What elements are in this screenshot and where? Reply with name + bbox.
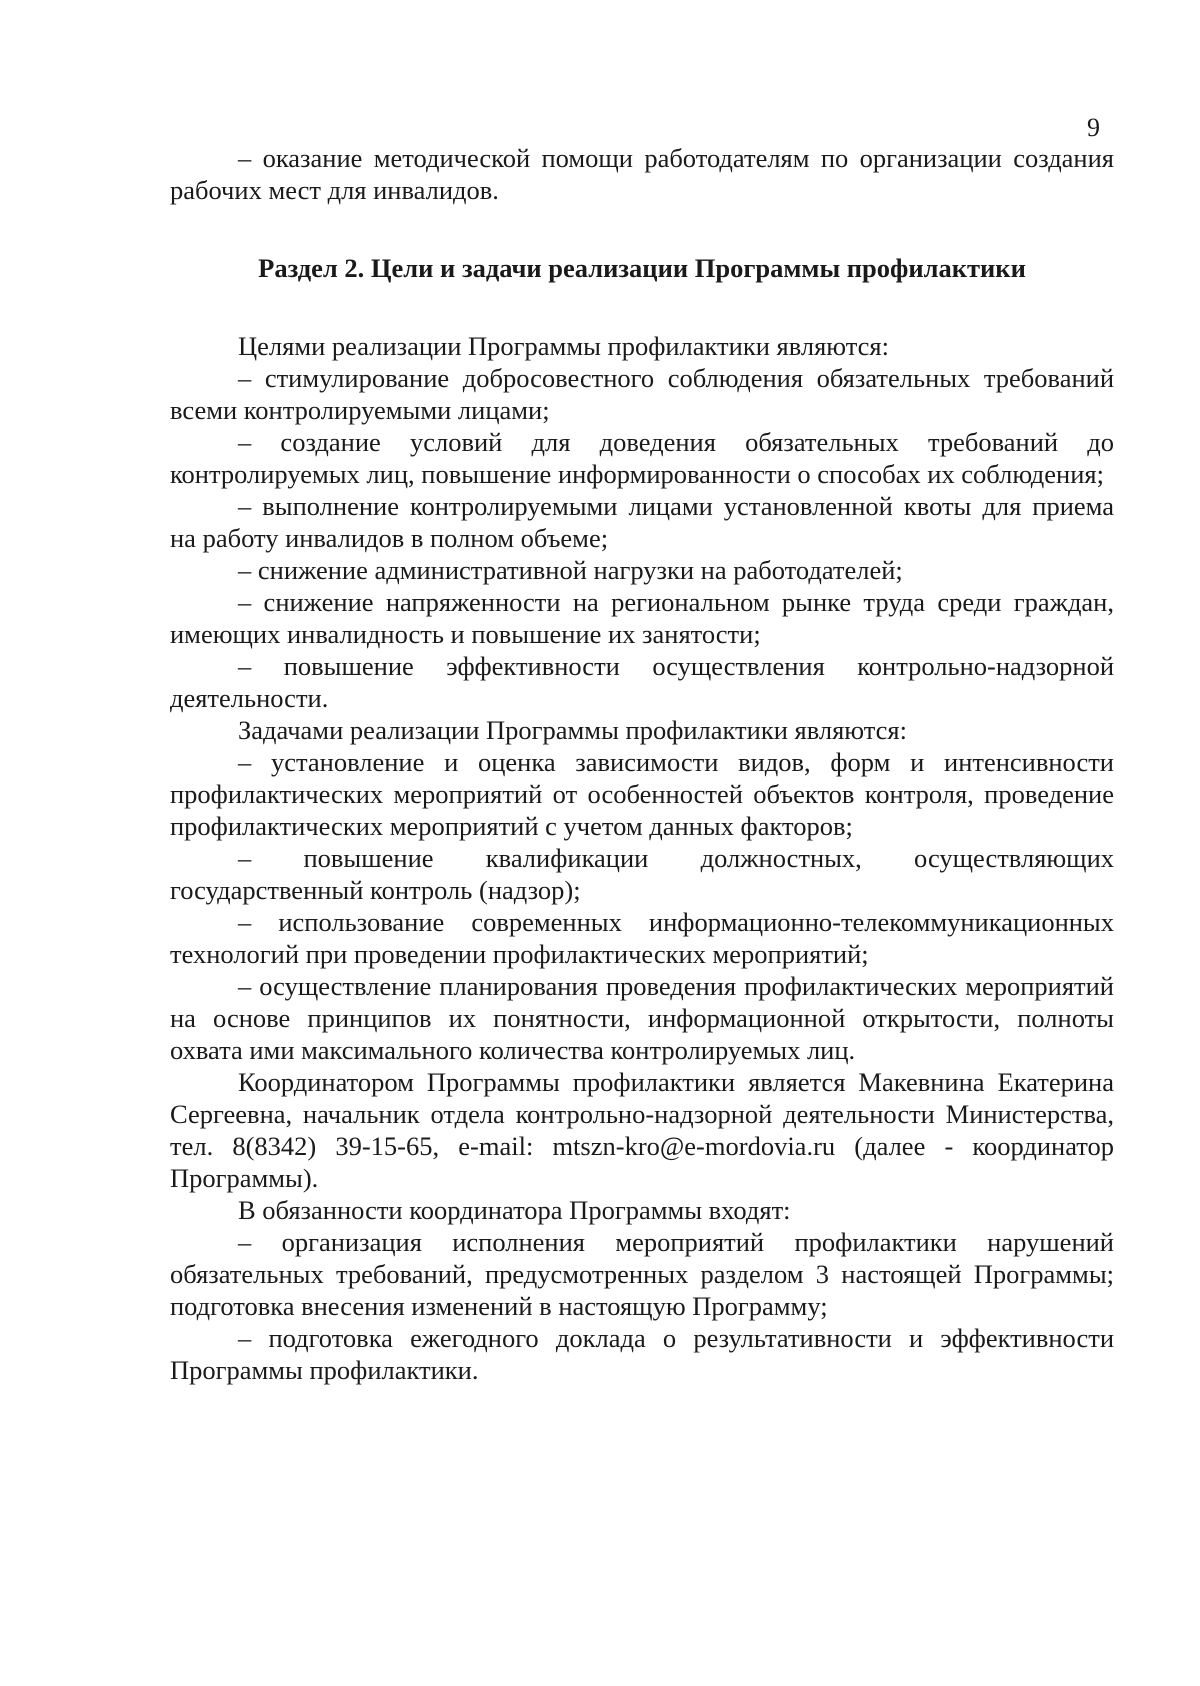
paragraph-coordinator: Координатором Программы профилактики является Макевнина Екатерина Сергеевна, начальник отдела контрольно-надзорной деятельности Министерства, тел. 8(8342) 39-15-65, e-mail: mtszn-kro@e-mordovia.ru (далее - координатор Программы). xyxy=(170,1067,1114,1193)
list-item-goal-5: – снижение напряженности на региональном рынке труда среди граждан, имеющих инвалидность и повышение их занятости; xyxy=(170,587,1114,649)
paragraph-tasks-intro: Задачами реализации Программы профилактики являются: xyxy=(238,715,907,745)
list-item-goal-4: – снижение административной нагрузки на работодателей; xyxy=(238,555,903,585)
list-item-goal-6: – повышение эффективности осуществления контрольно-надзорной деятельности. xyxy=(170,651,1114,713)
list-item-goal-3: – выполнение контролируемыми лицами установленной квоты для приема на работу инвалидов в полном объеме; xyxy=(170,491,1114,553)
list-item-task-4: – осуществление планирования проведения профилактических мероприятий на основе принципов их понятности, информационной открытости, полноты охвата ими максимального количества контролируемых лиц. xyxy=(170,971,1114,1065)
document-body xyxy=(170,142,1114,1386)
paragraph-methodical-help: – оказание методической помощи работодателям по организации создания рабочих мест для инвалидов. xyxy=(170,143,1114,205)
section-heading: Раздел 2. Цели и задачи реализации Программы профилактики xyxy=(258,253,1026,283)
list-item-duty-2: – подготовка ежегодного доклада о результативности и эффективности Программы профилактики. xyxy=(170,1323,1114,1385)
page-number: 9 xyxy=(1087,113,1100,142)
paragraph-duties-intro: В обязанности координатора Программы входят: xyxy=(238,1195,791,1225)
list-item-goal-2: – создание условий для доведения обязательных требований до контролируемых лиц, повышение информированности о способах их соблюдения; xyxy=(170,427,1114,489)
paragraph-goals-intro: Целями реализации Программы профилактики являются: xyxy=(238,331,889,361)
list-item-duty-1: – организация исполнения мероприятий профилактики нарушений обязательных требований, предусмотренных разделом 3 настоящей Программы; подготовка внесения изменений в настоящую Программу; xyxy=(170,1227,1114,1321)
list-item-task-1: – установление и оценка зависимости видов, форм и интенсивности профилактических мероприятий от особенностей объектов контроля, проведение профилактических мероприятий с учетом данных факторов; xyxy=(170,747,1114,841)
list-item-goal-1: – стимулирование добросовестного соблюдения обязательных требований всеми контролируемыми лицами; xyxy=(170,363,1114,425)
list-item-task-3: – использование современных информационно-телекоммуникационных технологий при проведении профилактических мероприятий; xyxy=(170,907,1114,969)
list-item-task-2: – повышение квалификации должностных, осуществляющих государственный контроль (надзор); xyxy=(170,843,1114,905)
